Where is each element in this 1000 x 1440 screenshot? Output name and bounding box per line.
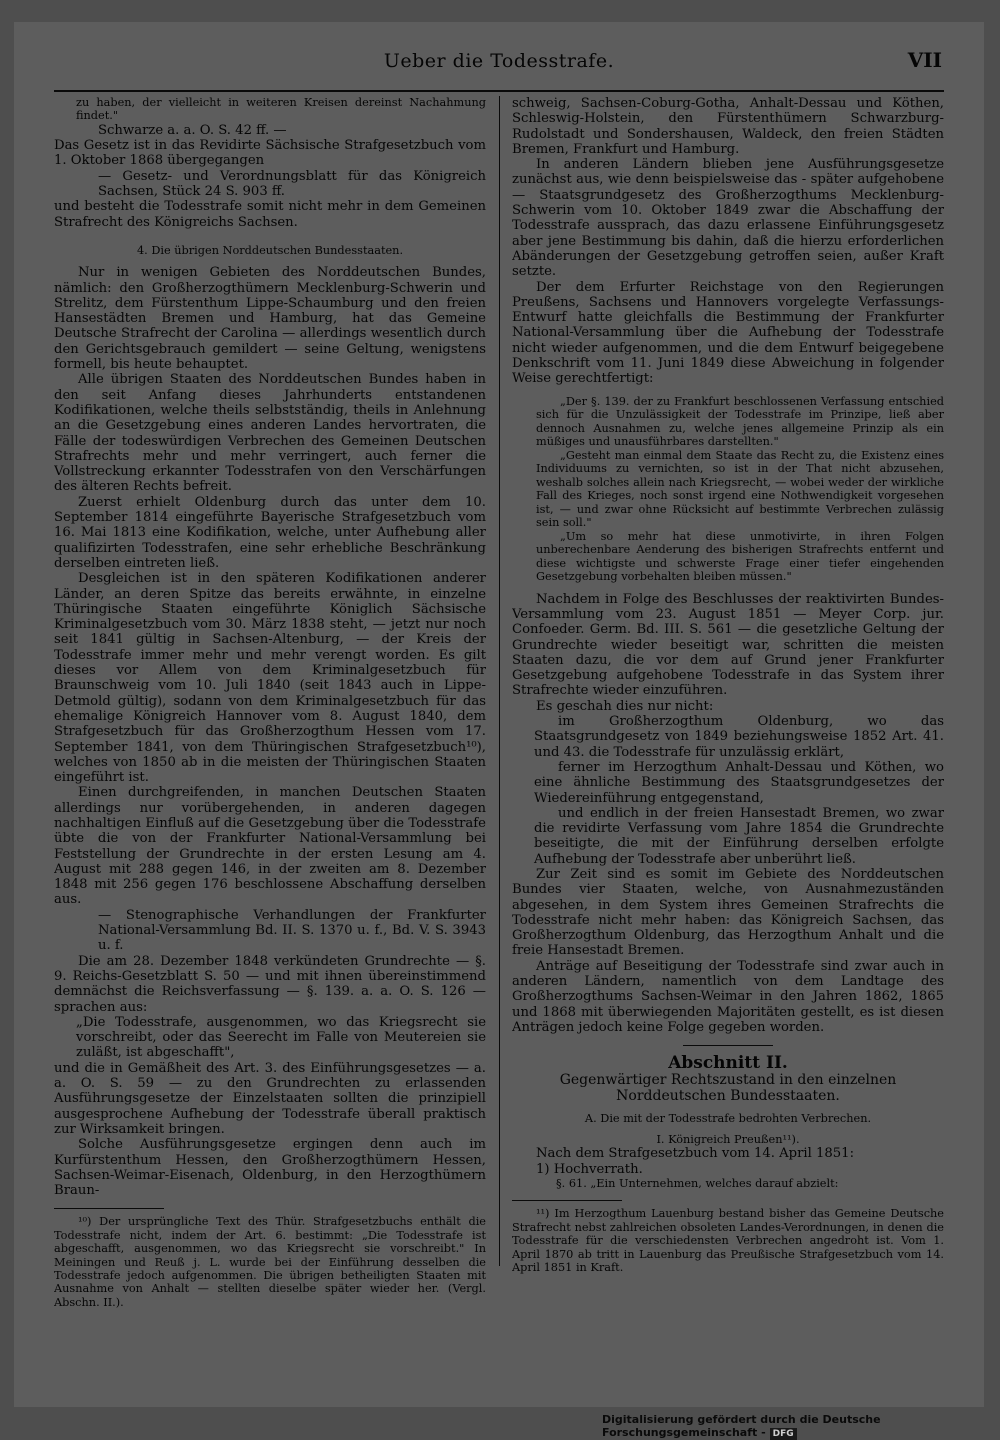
- text-paragraph: Das Gesetz ist in das Revidirte Sächsische Strafgesetzbuch vom 1. Oktober 1868 übergegangen: [54, 138, 486, 169]
- footnote-11: ¹¹) Im Herzogthum Lauenburg bestand bisher das Gemeine Deutsche Strafrecht nebst zahlreichen obsoleten Landes-Verordnungen, in denen die Todesstrafe für die verschiedensten Verbrechen angedroht ist. Vom 1. April 1870 ab tritt in Lauenburg das Preußische Strafgesetzbuch vom 14. April 1851 in Kraft.: [512, 1207, 944, 1274]
- citation: Schwarze a. a. O. S. 42 ff. —: [98, 122, 287, 138]
- text-paragraph: Desgleichen ist in den späteren Kodifikationen anderer Länder, an deren Spitze das bereits erwähnte, in einzelne Thüringische Staaten eingeführte Königlich Sächsische Kriminalgesetzbuch vom 30. März 1838 steht, — jetzt nur noch seit 1841 gültig in Sachsen-Altenburg, — der Kreis der Todesstrafe immer mehr und mehr verengt worden. Es gilt dieses vor Allem von dem Kriminalgesetzbuch für Braunschweig vom 10. Juli 1840 (seit 1843 auch in Lippe-Detmold gültig), sodann von dem Kriminalgesetzbuch für das ehemalige Königreich Hannover vom 8. August 1840, dem Strafgesetzbuch für das Großherzogthum Hessen vom 17. September 1841, von dem Thüringischen Strafgesetzbuch¹⁰), welches von 1850 ab in die meisten der Thüringischen Staaten eingeführt ist.: [54, 571, 486, 786]
- list-item: und endlich in der freien Hansestadt Bremen, wo zwar die revidirte Verfassung vom Jahre 1854 die Grundrechte beseitigte, die mit der Einführung derselben erfolgte Aufhebung der Todesstrafe aber unberührt ließ.: [534, 805, 944, 867]
- text-paragraph: In anderen Ländern blieben jene Ausführungsgesetze zunächst aus, wie denn beispielsweise das - später aufgehobene — Staatsgrundgesetz des Großherzogthums Mecklenburg-Schwerin vom 10. Oktober 1849 zwar die Abschaffung der Todesstrafe aussprach, das dazu erlassene Einführungsgesetz aber jene Bestimmung bis dahin, daß die hierzu erforderlichen Abänderungen der Gesetzgebung getroffen seien, außer Kraft setzte.: [512, 157, 944, 280]
- text-paragraph: Alle übrigen Staaten des Norddeutschen Bundes haben in den seit Anfang dieses Jahrhunderts entstandenen Kodifikationen, welche theils selbstständig, theils in Anlehnung an die Gesetzgebung eines anderen Landes hervortraten, die Fälle der todeswürdigen Verbrechen des Gemeinen Deutschen Strafrechts mehr und mehr verringert, auch ferner die Vollstreckung erkannter Todesstrafen von den Verschärfungen des älteren Rechts befreit.: [54, 372, 486, 495]
- list-item: 1) Hochverrath.: [536, 1161, 643, 1177]
- footnote-10: ¹⁰) Der ursprüngliche Text des Thür. Strafgesetzbuchs enthält die Todesstrafe nicht, indem der Art. 6. bestimmt: „Die Todesstrafe ist abgeschafft, ausgenommen, wo das Kriegsrecht sie vorschreibt." In Meiningen und Reuß j. L. wurde bei der Einführung desselben die Todesstrafe jedoch aufgenommen. Die übrigen betheiligten Staaten mit Ausnahme von Anhalt — stellten dieselbe später wieder her. (Vergl. Abschn. II.).: [54, 1215, 486, 1309]
- text-paragraph: Der dem Erfurter Reichstage von den Regierungen Preußens, Sachsens und Hannovers vorgelegte Verfassungs-Entwurf hatte gleichfalls die Bestimmung der Frankfurter National-Versammlung über die Aufhebung der Todesstrafe nicht wieder aufgenommen, und die dem Entwurf beigegebene Denkschrift vom 11. Juni 1849 diese Abweichung in folgender Weise gerechtfertigt:: [512, 279, 944, 387]
- citation: — Gesetz- und Verordnungsblatt für das Königreich Sachsen, Stück 24 S. 903 ff.: [98, 168, 486, 199]
- quotation: „Der §. 139. der zu Frankfurt beschlossenen Verfassung entschied sich für die Unzulässigkeit der Todesstrafe im Prinzipe, ließ aber dennoch Ausnahmen zu, welche jenes allgemeine Prinzip als ein müßiges und unausführbares darstellten.": [536, 394, 944, 449]
- dfg-logo: DFG: [770, 1428, 797, 1440]
- quotation: „Gesteht man einmal dem Staate das Recht zu, die Existenz eines Individuums zu vernichten, so ist in der That nicht abzusehen, weshalb solches allein nach Kriegsrecht, — wobei weder der wirkliche Fall des Krieges, noch sonst irgend eine Nothwendigkeit vorgesehen ist, — und zwar ohne Rücksicht auf bestimmte Verbrechen zulässig sein soll.": [536, 448, 944, 530]
- running-header: [54, 46, 944, 92]
- text-paragraph: Nach dem Strafgesetzbuch vom 14. April 1851:: [536, 1146, 855, 1162]
- text-paragraph: Nachdem in Folge des Beschlusses der reaktivirten Bundes-Versammlung vom 23. August 1851 — Meyer Corp. jur. Confoeder. Germ. Bd. III. S. 561 — die gesetzliche Geltung der Grundrechte wieder beseitigt war, schritten die meisten Staaten dazu, die vor dem auf Grund jener Frankfurter Gesetzgebung aufgehobene Todesstrafe in das System ihrer Strafrechte wieder einzuführen.: [512, 591, 944, 699]
- subheading-prussia: I. Königreich Preußen¹¹).: [656, 1132, 800, 1146]
- document-page: [14, 22, 984, 1407]
- text-paragraph: Es geschah dies nur nicht:: [536, 698, 714, 714]
- right-column: [512, 96, 944, 1366]
- subsection-heading: 4. Die übrigen Norddeutschen Bundesstaaten.: [136, 243, 404, 257]
- text-paragraph: und die in Gemäßheit des Art. 3. des Einführungsgesetzes — a. a. O. S. 59 — zu den Grundrechten zu erlassenden Ausführungsgesetze der Einzelstaaten sollten die prinzipiell ausgesprochene Aufhebung der Todesstrafe überall praktisch zur Wirksamkeit bringen.: [54, 1060, 486, 1137]
- section-title: Abschnitt II.: [668, 1053, 788, 1074]
- left-column: [54, 96, 486, 1366]
- page-number: VII: [907, 48, 942, 72]
- text-paragraph: Die am 28. Dezember 1848 verkündeten Grundrechte — §. 9. Reichs-Gesetzblatt S. 50 — und mit ihnen übereinstimmend demnächst die Reichsverfassung — §. 139. a. a. O. S. 126 — sprachen aus:: [54, 953, 486, 1015]
- text-paragraph: schweig, Sachsen-Coburg-Gotha, Anhalt-Dessau und Köthen, Schleswig-Holstein, den Fürstenthümern Schwarzburg-Rudolstadt und Sondershausen, Waldeck, den freien Städten Bremen, Frankfurt und Hamburg.: [512, 96, 944, 157]
- text-paragraph: Zur Zeit sind es somit im Gebiete des Norddeutschen Bundes vier Staaten, welche, von Ausnahmezuständen abgesehen, in dem System ihres Gemeinen Strafrechts die Todesstrafe nicht mehr haben: das Königreich Sachsen, das Großherzogthum Oldenburg, das Herzogthum Anhalt und die freie Hansestadt Bremen.: [512, 866, 944, 959]
- text-paragraph: Nur in wenigen Gebieten des Norddeutschen Bundes, nämlich: den Großherzogthümern Mecklenburg-Schwerin und Strelitz, dem Fürstenthum Lippe-Schaumburg und den freien Hansestädten Bremen und Hamburg, hat das Gemeine Deutsche Strafrecht der Carolina — allerdings wesentlich durch den Gerichtsgebrauch gemildert — seine Geltung, wenigstens formell, bis heute behauptet.: [54, 265, 486, 373]
- citation: — Stenographische Verhandlungen der Frankfurter National-Versammlung Bd. II. S. 1370 u. f., Bd. V. S. 3943 u. f.: [98, 907, 486, 954]
- text-paragraph: Einen durchgreifenden, in manchen Deutschen Staaten allerdings nur vorübergehenden, in anderen dagegen nachhaltigen Einfluß auf die Gesetzgebung über die Todesstrafe übte die von der Frankfurter National-Versammlung bei Feststellung der Grundrechte in der ersten Lesung am 4. August mit 288 gegen 146, in der zweiten am 8. Dezember 1848 mit 256 gegen 176 beschlossene Abschaffung derselben aus.: [54, 785, 486, 908]
- statute-quote: §. 61. „Ein Unternehmen, welches darauf abzielt:: [556, 1176, 839, 1190]
- text-paragraph: Zuerst erhielt Oldenburg durch das unter dem 10. September 1814 eingeführte Bayerische Strafgesetzbuch vom 16. Mai 1813 eine Kodifikation, welche, unter Aufhebung aller qualifizirten Todesstrafen, eine sehr erhebliche Beschränkung derselben eintreten ließ.: [54, 494, 486, 571]
- credit-text: Digitalisierung gefördert durch die Deutsche Forschungsgemeinschaft -: [602, 1413, 881, 1439]
- section-rule: [683, 1045, 773, 1046]
- running-title: Ueber die Todesstrafe.: [383, 50, 615, 72]
- list-item: im Großherzogthum Oldenburg, wo das Staatsgrundgesetz von 1849 beziehungsweise 1852 Art. 41. und 43. die Todesstrafe für unzulässig erklärt,: [534, 714, 944, 760]
- section-subtitle: Gegenwärtiger Rechtszustand in den einzelnen Norddeutschen Bundesstaaten.: [559, 1071, 897, 1104]
- text-paragraph: Solche Ausführungsgesetze ergingen denn auch im Kurfürstenthum Hessen, den Großherzogthümern Hessen, Sachsen-Weimar-Eisenach, Oldenburg, in den Herzogthümern Braun-: [54, 1137, 486, 1199]
- column-divider: [499, 96, 500, 1266]
- text-paragraph: Anträge auf Beseitigung der Todesstrafe sind zwar auch in anderen Ländern, namentlich von dem Landtage des Großherzogthums Sachsen-Weimar in den Jahren 1862, 1865 und 1868 mit überwiegenden Majoritäten gestellt, es ist diesen Anträgen jedoch keine Folge gegeben worden.: [512, 958, 944, 1035]
- footnote-rule: [54, 1208, 164, 1209]
- text-paragraph: zu haben, der vielleicht in weiteren Kreisen dereinst Nachahmung findet.": [76, 96, 486, 123]
- subheading-a: A. Die mit der Todesstrafe bedrohten Verbrechen.: [584, 1111, 872, 1125]
- quotation: „Um so mehr hat diese unmotivirte, in ihren Folgen unberechenbare Aenderung des bisherigen Strafrechts entfernt und diese wichtigste und schwerste Frage einer tiefer eingehenden Gesetzgebung vorbehalten bleiben müssen.": [536, 529, 944, 584]
- quoted-law: „Die Todesstrafe, ausgenommen, wo das Kriegsrecht sie vorschreibt, oder das Seerecht im Falle von Meutereien sie zuläßt, ist abgeschafft",: [76, 1014, 486, 1061]
- list-item: ferner im Herzogthum Anhalt-Dessau und Köthen, wo eine ähnliche Bestimmung des Staatsgrundgesetzes der Wiedereinführung entgegenstand,: [534, 759, 944, 806]
- digitization-credit: [602, 1413, 1000, 1440]
- footnote-rule: [512, 1200, 622, 1201]
- text-paragraph: und besteht die Todesstrafe somit nicht mehr in dem Gemeinen Strafrecht des Königreichs Sachsen.: [54, 199, 486, 230]
